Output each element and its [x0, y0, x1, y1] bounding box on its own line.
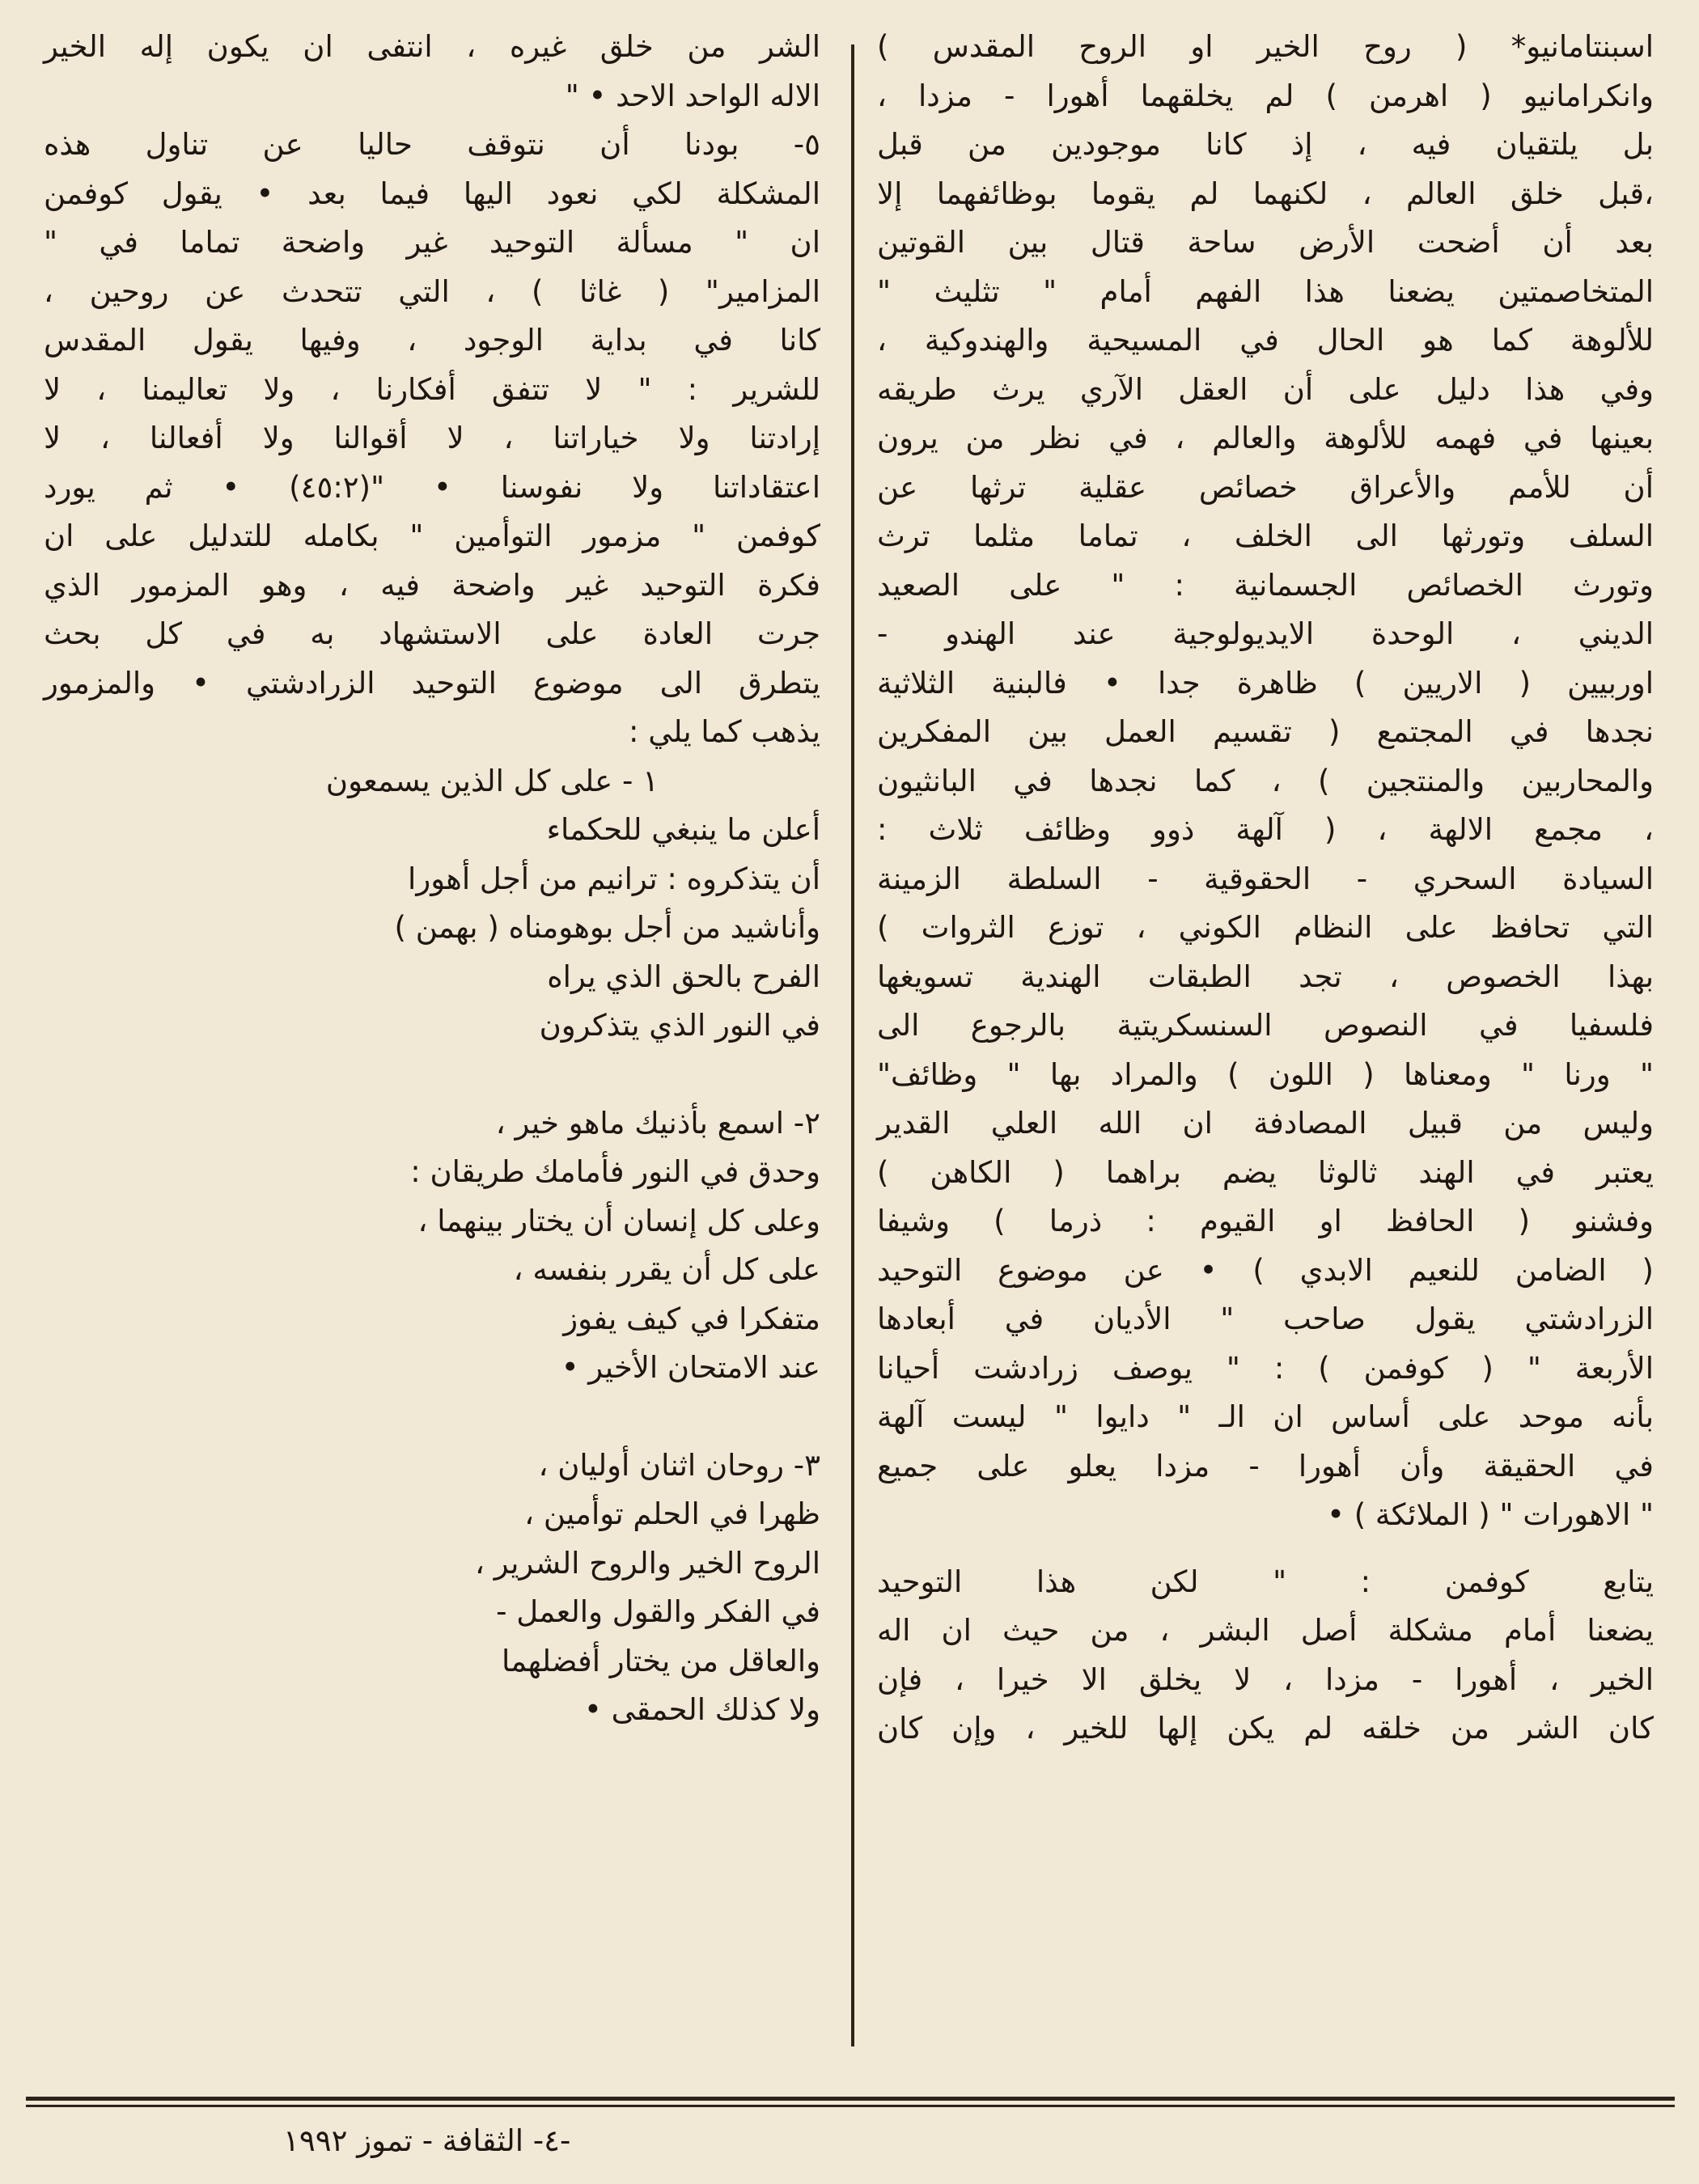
text-line: الزرادشتي يقول صاحب " الأديان في أبعادها	[877, 1302, 1654, 1336]
right-paragraph-1	[877, 23, 1654, 1540]
verse-line: على كل أن يقرر بنفسه ،	[513, 1252, 820, 1287]
text-line: الأربعة " ( كوفمن ) : " يوصف زرادشت أحيانا	[877, 1350, 1654, 1386]
text-line: المتخاصمتين يضعنا هذا الفهم أمام " تثليث "	[877, 273, 1654, 309]
text-line: المزامير" ( غاثا ) ، التي تتحدث عن روحين ،	[44, 273, 820, 309]
text-line: يتطرق الى موضوع التوحيد الزرادشتي • والمزمور	[44, 665, 820, 700]
paragraph-gap	[877, 1540, 1654, 1558]
text-line: ، مجمع الالهة ، ( آلهة ذوو وظائف ثلاث :	[877, 812, 1654, 847]
text-line: بهذا الخصوص ، تجد الطبقات الهندية تسويغها	[877, 959, 1654, 994]
verse-line: ولا كذلك الحمقى •	[584, 1692, 820, 1727]
verse-line: ٣- روحان اثنان أوليان ،	[538, 1447, 820, 1483]
text-line: اوربيين ( الاريين ) ظاهرة جدا • فالبنية الثلاثية	[877, 665, 1654, 700]
text-line: في الحقيقة وأن أهورا - مزدا يعلو على جميع	[877, 1448, 1654, 1484]
column-divider	[851, 44, 854, 2046]
text-line: المشكلة لكي نعود اليها فيما بعد • يقول كوفمن	[44, 176, 820, 211]
right-column	[877, 23, 1654, 1754]
text-line: يضعنا أمام مشكلة أصل البشر ، من حيث ان اله	[877, 1613, 1654, 1648]
text-line: بأنه موحد على أساس ان الـ " دايوا " ليست آلهة	[877, 1399, 1654, 1434]
text-line: كوفمن " مزمور التوأمين " بكامله للتدليل على ان	[44, 518, 820, 553]
verse-line: ظهرا في الحلم توأمين ،	[524, 1496, 820, 1531]
text-line: اسبنتامانيو* ( روح الخير او الروح المقدس )	[877, 29, 1654, 64]
footer-rule	[26, 2097, 1675, 2101]
text-line: وفشنو ( الحافظ او القيوم : ذرما ) وشيفا	[877, 1204, 1654, 1238]
text-line: الخير ، أهورا - مزدا ، لا يخلق الا خيرا ، فإن	[877, 1661, 1654, 1697]
text-line: إرادتنا ولا خياراتنا ، لا أقوالنا ولا أفعالنا ، لا	[44, 421, 820, 455]
text-line: ( الضامن للنعيم الابدي ) • عن موضوع التوحيد	[877, 1252, 1654, 1288]
text-line: فلسفيا في النصوص السنسكريتية بالرجوع الى	[877, 1008, 1654, 1043]
stanza-1	[44, 757, 820, 1051]
text-line: الديني ، الوحدة الايديولوجية عند الهندو -	[877, 616, 1654, 651]
text-line: وتورث الخصائص الجسمانية : " على الصعيد	[877, 567, 1654, 603]
verse-line: في الفكر والقول والعمل -	[496, 1594, 820, 1629]
verse-line: ٢- اسمع بأذنيك ماهو خير ،	[495, 1105, 820, 1141]
verse-line: وأناشيد من أجل بوهومناه ( بهمن )	[394, 910, 820, 945]
text-line: للشرير : " لا تتفق أفكارنا ، ولا تعاليمنا ، لا	[44, 371, 820, 407]
text-line: للألوهة كما هو الحال في المسيحية والهندوكية ،	[877, 323, 1654, 358]
text-line: ،قبل خلق العالم ، لكنهما لم يقوما بوظائفهما إلا	[877, 176, 1654, 211]
text-line: الاله الواحد الاحد • "	[565, 78, 820, 113]
text-line: فكرة التوحيد غير واضحة فيه ، وهو المزمور الذي	[44, 567, 820, 603]
text-line: بعينها في فهمه للألوهة والعالم ، في نظر من يرون	[877, 421, 1654, 455]
verse-line: وحدق في النور فأمامك طريقان :	[410, 1154, 820, 1189]
verse-line: متفكرا في كيف يفوز	[563, 1301, 820, 1336]
verse-line: ١ - على كل الذين يسمعون	[325, 763, 659, 798]
text-line: بل يلتقيان فيه ، إذ كانا موجودين من قبل	[877, 127, 1654, 162]
text-line: السيادة السحري - الحقوقية - السلطة الزمينة	[877, 861, 1654, 896]
text-line: نجدها في المجتمع ( تقسيم العمل بين المفكرين	[877, 714, 1654, 749]
text-line: ٥- بودنا أن نتوقف حاليا عن تناول هذه	[44, 127, 820, 162]
verse-line: والعاقل من يختار أفضلهما	[501, 1643, 820, 1678]
left-column	[44, 23, 820, 1735]
stanza-gap	[44, 1393, 820, 1441]
stanza-2	[44, 1099, 820, 1393]
text-line: يعتبر في الهند ثالوثا يضم براهما ( الكاهن )	[877, 1154, 1654, 1190]
text-line: وانكرامانيو ( اهرمن ) لم يخلقهما أهورا - مزدا ،	[877, 78, 1654, 113]
verse-line: الفرح بالحق الذي يراه	[547, 959, 820, 994]
left-paragraph-1	[44, 23, 820, 121]
text-line: يتابع كوفمن : " لكن هذا التوحيد	[877, 1564, 1654, 1599]
verse-line: عند الامتحان الأخير •	[561, 1350, 820, 1385]
stanza-gap	[44, 1051, 820, 1099]
text-line: الشر من خلق غيره ، انتفى ان يكون إله الخير	[44, 29, 820, 64]
footer-rule	[26, 2105, 1675, 2107]
text-line: كانا في بداية الوجود ، وفيها يقول المقدس	[44, 323, 820, 358]
text-line: " الاهورات " ( الملائكة ) •	[1327, 1497, 1654, 1532]
verse-line: وعلى كل إنسان أن يختار بينهما ،	[417, 1203, 820, 1238]
text-line: وليس من قبيل المصادفة ان الله العلي القدير	[877, 1106, 1654, 1141]
verse-line: أعلن ما ينبغي للحكماء	[546, 812, 820, 847]
text-line: " ورنا " ومعناها ( اللون ) والمراد بها " وظائف"	[877, 1056, 1654, 1092]
verse-line: في النور الذي يتذكرون	[539, 1008, 820, 1043]
text-line: السلف وتورثها الى الخلف ، تماما مثلما ترث	[877, 518, 1654, 553]
text-line: جرت العادة على الاستشهاد به في كل بحث	[44, 616, 820, 651]
text-line: كان الشر من خلقه لم يكن إلها للخير ، وإن كان	[877, 1711, 1654, 1746]
stanza-3	[44, 1441, 820, 1735]
text-line: بعد أن أضحت الأرض ساحة قتال بين القوتين	[877, 225, 1654, 260]
text-line: وفي هذا دليل على أن العقل الآري يرث طريقه	[877, 371, 1654, 407]
text-line: التي تحافظ على النظام الكوني ، توزع الثروات )	[877, 910, 1654, 945]
text-line: يذهب كما يلي :	[629, 714, 820, 749]
text-line: والمحاربين والمنتجين ) ، كما نجدها في البانثيون	[877, 763, 1654, 798]
text-line: أن للأمم والأعراق خصائص عقلية ترثها عن	[877, 469, 1654, 505]
right-paragraph-2	[877, 1558, 1654, 1754]
verse-line: أن يتذكروه : ترانيم من أجل أهورا	[408, 861, 820, 896]
text-line: اعتقاداتنا ولا نفوسنا • "(٤٥:٢) • ثم يورد	[44, 469, 820, 505]
page-footer: -٤- الثقافة - تموز ١٩٩٢	[283, 2123, 571, 2158]
verse-line: الروح الخير والروح الشرير ،	[475, 1545, 820, 1581]
left-paragraph-2	[44, 121, 820, 757]
text-line: ان " مسألة التوحيد غير واضحة تماما في "	[44, 225, 820, 260]
